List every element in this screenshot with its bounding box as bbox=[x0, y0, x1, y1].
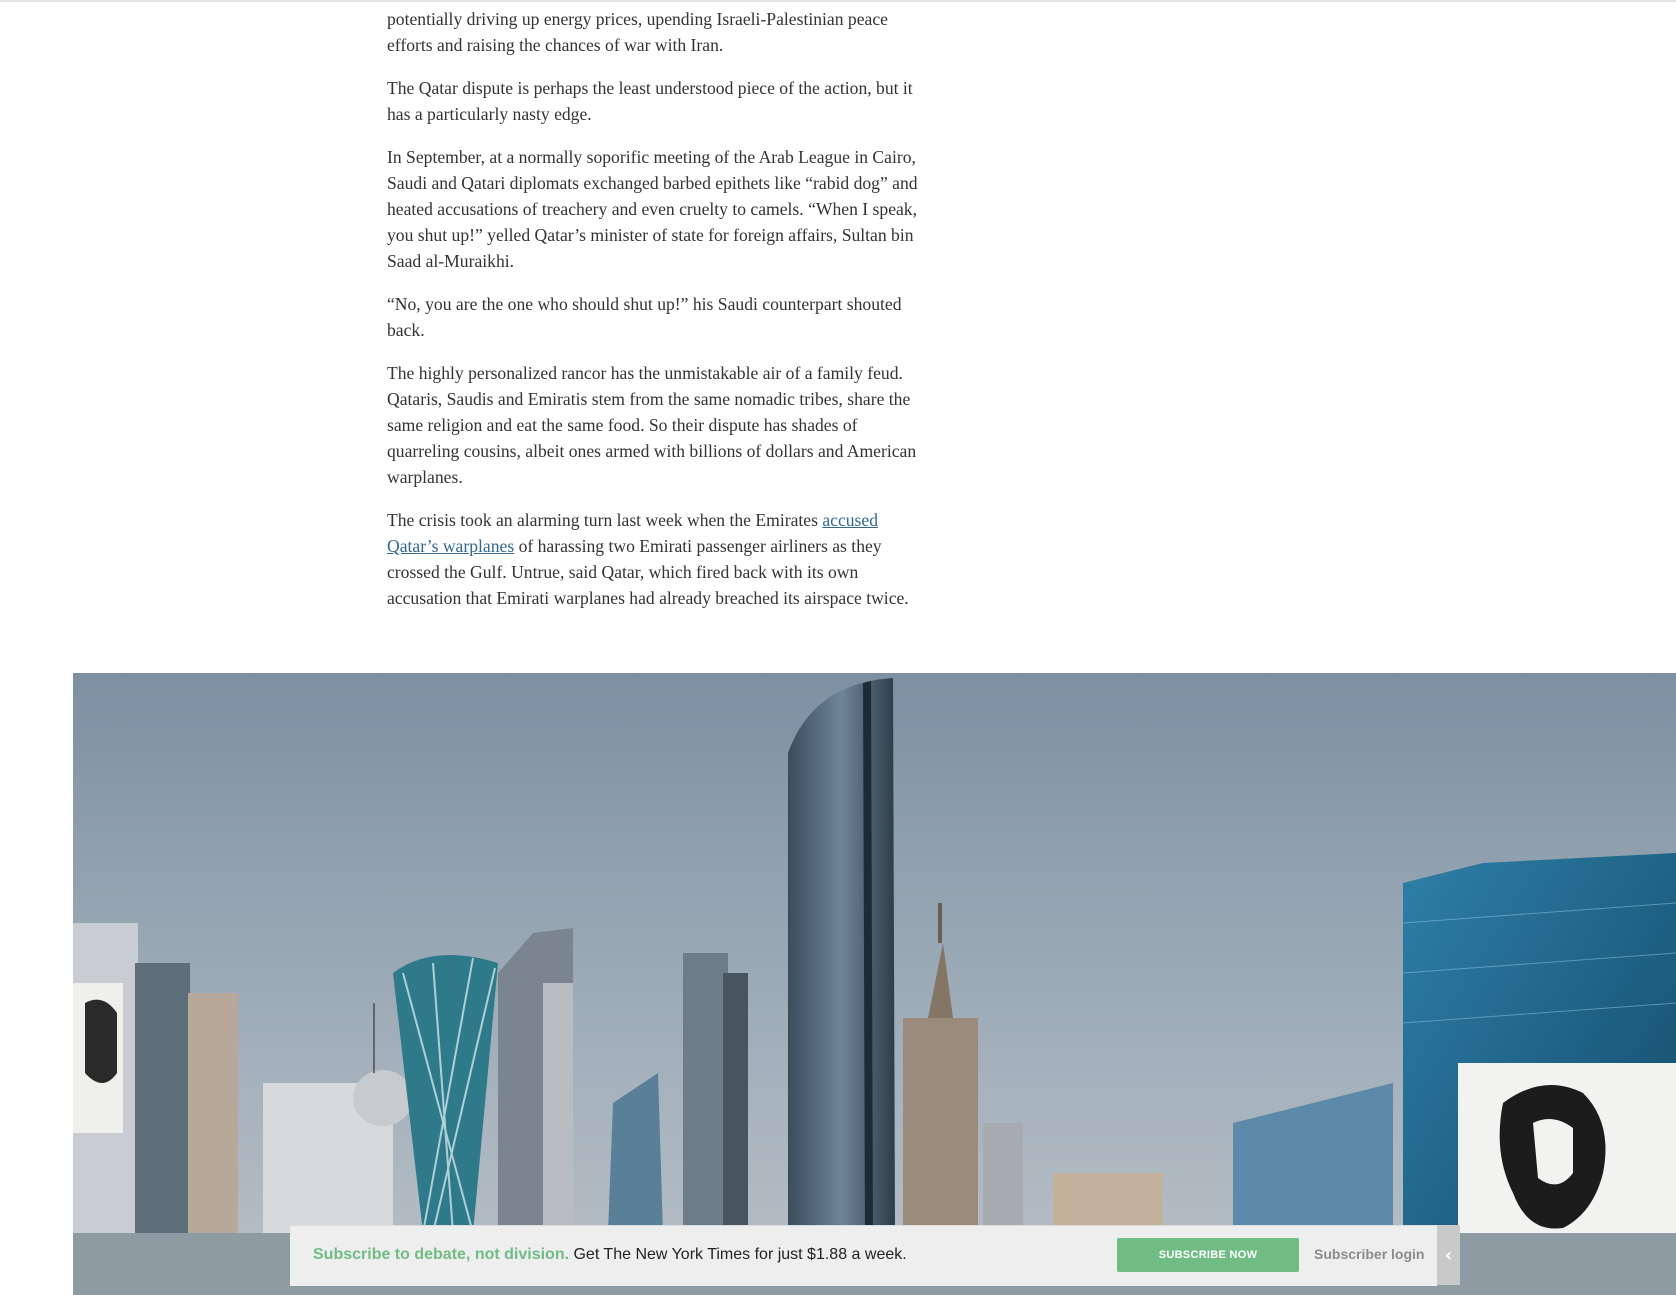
article-paragraph bbox=[387, 291, 957, 343]
text-line: crossed the Gulf. Untrue, said Qatar, which fired back with its own bbox=[387, 562, 859, 582]
article-paragraph bbox=[387, 6, 957, 58]
article-paragraph bbox=[387, 360, 957, 490]
text-line: quarreling cousins, albeit ones armed with billions of dollars and American bbox=[387, 441, 917, 461]
subscriber-login-link[interactable]: Subscriber login bbox=[1314, 1246, 1425, 1262]
chevron-left-icon[interactable]: ‹ bbox=[1437, 1225, 1460, 1285]
subscribe-tagline: Subscribe to debate, not division. bbox=[313, 1246, 570, 1263]
text-line: The Qatar dispute is perhaps the least understood piece of the action, but it bbox=[387, 78, 913, 98]
subscribe-message bbox=[313, 1245, 907, 1265]
article-link-accused[interactable]: accused bbox=[822, 510, 879, 530]
text-line: In September, at a normally soporific meeting of the Arab League in Cairo, bbox=[387, 147, 916, 167]
subscribe-offer: Get The New York Times for just $1.88 a week. bbox=[569, 1246, 907, 1263]
text-line: has a particularly nasty edge. bbox=[387, 104, 592, 124]
text-line: you shut up!” yelled Qatar’s minister of state for foreign affairs, Sultan bin bbox=[387, 225, 914, 245]
text-line: efforts and raising the chances of war with Iran. bbox=[387, 35, 724, 55]
text-line: back. bbox=[387, 320, 425, 340]
article-paragraph bbox=[387, 144, 957, 274]
top-divider bbox=[0, 0, 1676, 2]
subscribe-banner bbox=[290, 1225, 1437, 1286]
skyline-illustration bbox=[73, 673, 1676, 1295]
text-line: “No, you are the one who should shut up!” his Saudi counterpart shouted bbox=[387, 294, 902, 314]
text-line: heated accusations of treachery and even cruelty to camels. “When I speak, bbox=[387, 199, 918, 219]
article-link-warplanes[interactable]: Qatar’s warplanes bbox=[387, 536, 515, 556]
subscribe-now-button[interactable]: SUBSCRIBE NOW bbox=[1117, 1238, 1299, 1272]
article-paragraph bbox=[387, 507, 957, 611]
text-line: Qataris, Saudis and Emiratis stem from the same nomadic tribes, share the bbox=[387, 389, 911, 409]
text-line: Saad al-Muraikhi. bbox=[387, 251, 515, 271]
article-paragraph bbox=[387, 75, 957, 127]
text-line: accusation that Emirati warplanes had already breached its airspace twice. bbox=[387, 588, 909, 608]
doha-skyline-photo bbox=[73, 673, 1676, 1295]
text-line: same religion and eat the same food. So their dispute has shades of bbox=[387, 415, 858, 435]
text-line: potentially driving up energy prices, upending Israeli-Palestinian peace bbox=[387, 9, 888, 29]
text-line: of harassing two Emirati passenger airliners as they bbox=[514, 536, 882, 556]
text-line: warplanes. bbox=[387, 467, 463, 487]
text-line: The highly personalized rancor has the unmistakable air of a family feud. bbox=[387, 363, 903, 383]
text-line: The crisis took an alarming turn last week when the Emirates bbox=[387, 510, 823, 530]
text-line: Saudi and Qatari diplomats exchanged barbed epithets like “rabid dog” and bbox=[387, 173, 918, 193]
